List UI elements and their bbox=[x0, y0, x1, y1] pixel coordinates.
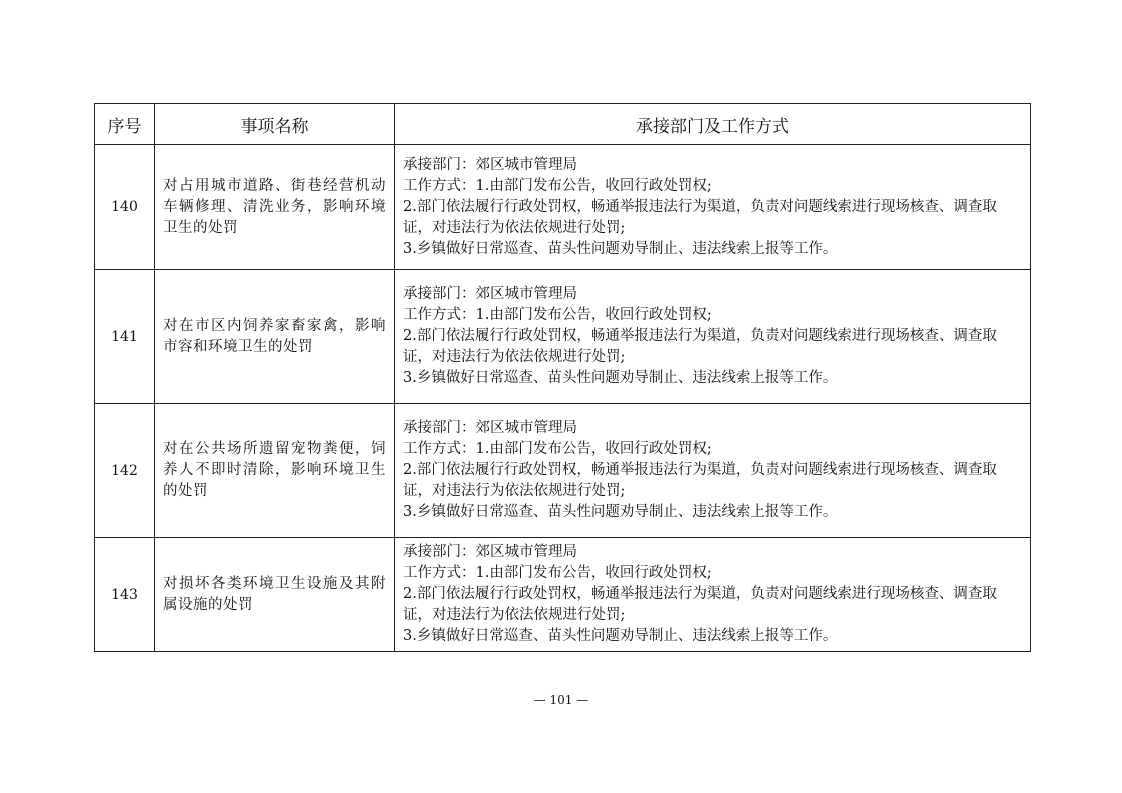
table-row bbox=[95, 270, 1031, 404]
page-number: — 101 — bbox=[533, 693, 589, 707]
method-line: 工作方式：1.由部门发布公告，收回行政处罚权; bbox=[403, 307, 712, 323]
table-row bbox=[95, 145, 1031, 270]
step-3-line: 3.乡镇做好日常巡查、苗头性问题劝导制止、违法线索上报等工作。 bbox=[403, 628, 838, 644]
step-2-line: 2.部门依法履行行政处罚权，畅通举报违法行为渠道，负责对问题线索进行现场核查、调查取证，对违法行为依法依规进行处罚; bbox=[403, 462, 997, 499]
step-2-line: 2.部门依法履行行政处罚权，畅通举报违法行为渠道，负责对问题线索进行现场核查、调查取证，对违法行为依法依规进行处罚; bbox=[403, 586, 997, 623]
step-3-line: 3.乡镇做好日常巡查、苗头性问题劝导制止、违法线索上报等工作。 bbox=[403, 240, 838, 257]
table-row bbox=[95, 538, 1031, 652]
items-table bbox=[94, 103, 1031, 652]
table-header-row bbox=[95, 104, 1031, 145]
header-item-name: 事项名称 bbox=[155, 104, 395, 145]
method-line: 工作方式：1.由部门发布公告，收回行政处罚权; bbox=[403, 565, 712, 581]
row-item-name: 对损坏各类环境卫生设施及其附属设施的处罚 bbox=[155, 538, 395, 652]
header-serial-number: 序号 bbox=[95, 104, 155, 145]
header-department-method: 承接部门及工作方式 bbox=[395, 104, 1031, 145]
row-number: 141 bbox=[95, 270, 155, 404]
step-2-line: 2.部门依法履行行政处罚权，畅通举报违法行为渠道，负责对问题线索进行现场核查、调查取证，对违法行为依法依规进行处罚; bbox=[403, 198, 997, 236]
row-department-method bbox=[395, 145, 1031, 270]
row-department-method bbox=[395, 270, 1031, 404]
step-3-line: 3.乡镇做好日常巡查、苗头性问题劝导制止、违法线索上报等工作。 bbox=[403, 370, 838, 386]
step-3-line: 3.乡镇做好日常巡查、苗头性问题劝导制止、违法线索上报等工作。 bbox=[403, 504, 838, 520]
department-line: 承接部门：郊区城市管理局 bbox=[403, 544, 577, 560]
row-department-method bbox=[395, 538, 1031, 652]
row-number: 143 bbox=[95, 538, 155, 652]
method-line: 工作方式：1.由部门发布公告，收回行政处罚权; bbox=[403, 177, 712, 194]
method-line: 工作方式：1.由部门发布公告，收回行政处罚权; bbox=[403, 441, 712, 457]
table-row bbox=[95, 404, 1031, 538]
row-number: 140 bbox=[95, 145, 155, 270]
department-line: 承接部门：郊区城市管理局 bbox=[403, 156, 577, 173]
department-line: 承接部门：郊区城市管理局 bbox=[403, 286, 577, 302]
row-department-method bbox=[395, 404, 1031, 538]
department-line: 承接部门：郊区城市管理局 bbox=[403, 420, 577, 436]
row-item-name: 对在市区内饲养家畜家禽，影响市容和环境卫生的处罚 bbox=[155, 270, 395, 404]
row-item-name: 对在公共场所遗留宠物粪便，饲养人不即时清除，影响环境卫生的处罚 bbox=[155, 404, 395, 538]
step-2-line: 2.部门依法履行行政处罚权，畅通举报违法行为渠道，负责对问题线索进行现场核查、调查取证，对违法行为依法依规进行处罚; bbox=[403, 328, 997, 365]
row-number: 142 bbox=[95, 404, 155, 538]
row-item-name: 对占用城市道路、街巷经营机动车辆修理、清洗业务，影响环境卫生的处罚 bbox=[155, 145, 395, 270]
